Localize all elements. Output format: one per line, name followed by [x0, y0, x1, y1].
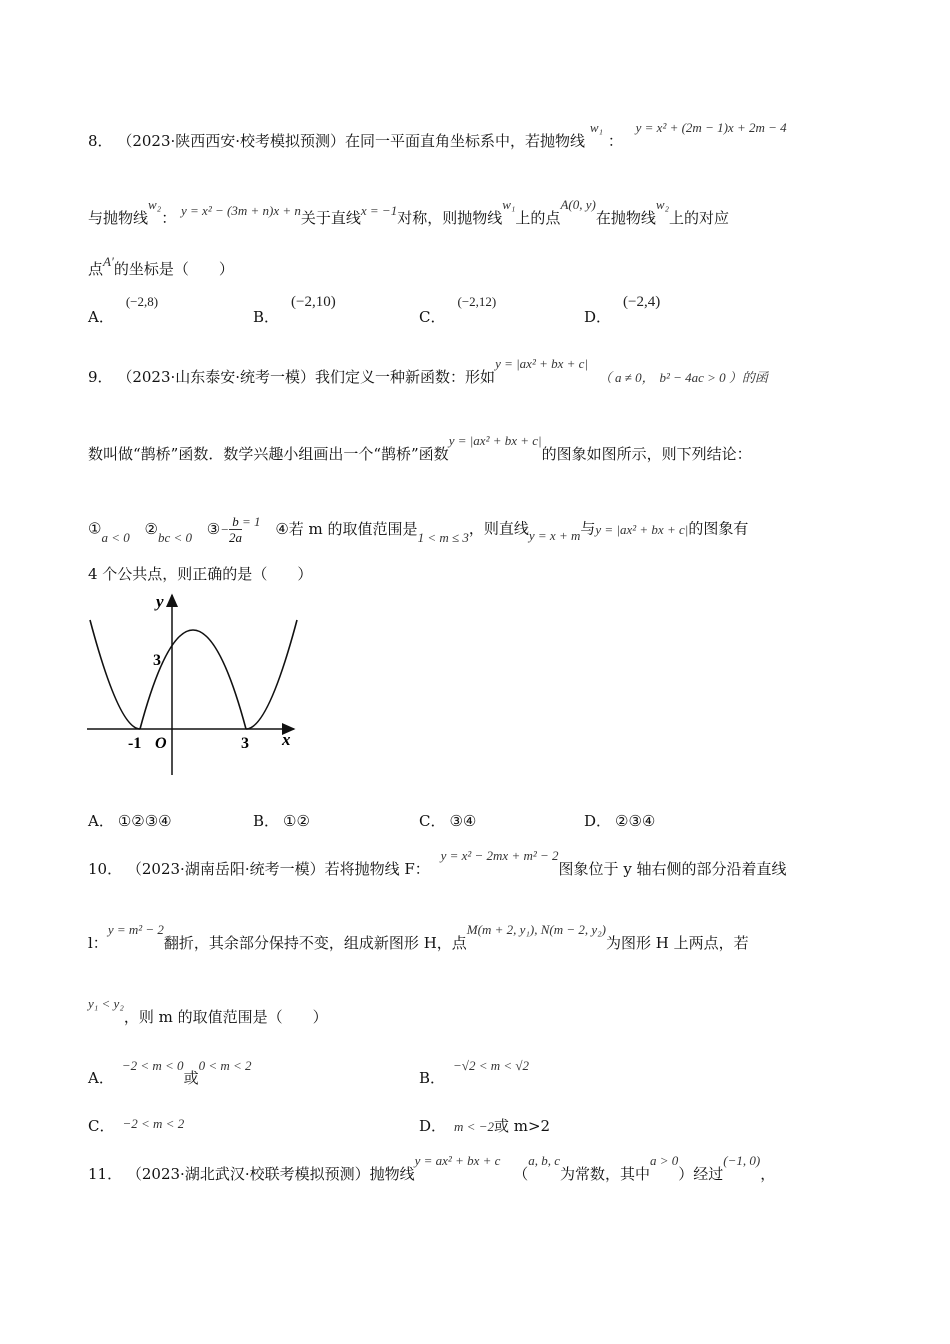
q11-text-3: ）经过 [678, 1165, 724, 1183]
tick-3: 3 [241, 735, 249, 752]
q10-number: 10． [88, 860, 123, 878]
q11-line-1 [88, 1153, 776, 1184]
q9-option-a[interactable]: A． ①②③④ [88, 812, 172, 830]
q10-source: （2023·湖南岳阳·统考一模） [126, 860, 325, 878]
q10-line-1 [88, 848, 787, 879]
q10-l: l： [88, 934, 108, 952]
q8-text-2: 与抛物线 [88, 209, 149, 227]
q11-abc: a, b, c [528, 1153, 560, 1168]
q8-colon: ： [607, 132, 623, 150]
q9-option-b[interactable]: B． ①② [253, 812, 310, 830]
q10-text-5: ，则 m 的取值范围是（ ） [123, 1008, 328, 1026]
q9-c3-fraction: $\frac{b}{2a}$ [229, 514, 243, 545]
q10-line-eq: y = m² − 2 [107, 922, 164, 937]
q10-text-1: 若将抛物线 F： [324, 860, 430, 878]
q8-eq1: y = x² + (2m − 1)x + 2m − 4 [635, 120, 787, 135]
q8-line-1 [88, 120, 787, 151]
q8-eq2: y = x² − (3m + n)x + n [181, 203, 301, 218]
q9-text-6: 的图象有 [688, 519, 749, 538]
q10-option-b[interactable]: B．−√2 < m < √2 [419, 1058, 530, 1087]
q8-text-5: 上的点 [515, 209, 561, 227]
y-axis-label: y [156, 592, 164, 611]
q8-text-9: 的坐标是（ ） [113, 260, 234, 278]
q8-text-8: 点 [88, 260, 104, 278]
q11-eq: y = ax² + bx + c [414, 1153, 501, 1168]
q10-eq: y = x² − 2mx + m² − 2 [440, 848, 559, 863]
q8-text-4: 对称，则抛物线 [397, 209, 503, 227]
q10-text-3: 翻折，其余部分保持不变，组成新图形 H，点 [163, 934, 467, 952]
q8-point-a-prime: A′ [103, 254, 114, 269]
q11-paren: （ [513, 1165, 529, 1183]
q9-line-4: 4 个公共点，则正确的是（ ） [88, 565, 313, 583]
q8-text-6: 在抛物线 [595, 209, 656, 227]
q9-eq-b: y = |ax² + bx + c| [448, 433, 542, 448]
q9-line-2 [88, 433, 752, 464]
q8-option-c[interactable]: C．(−2,12) [419, 294, 497, 326]
q9-text-4: ，则直线 [468, 519, 529, 538]
q9-c2: ② [144, 519, 158, 538]
q8-line-3 [88, 254, 234, 279]
q9-c3-rest: = 1 [242, 513, 261, 529]
origin-label: O [155, 735, 167, 752]
q8-w1: w₁ [589, 120, 604, 135]
q9-line-3: ①a < 0 ②bc < 0 ③− $\frac{b}{2a}$ = 1 ④若 m 的取值范围是1 < m ≤ 3，则直线y = x + m与y = |ax² + bx + c|的图象有 [88, 513, 749, 545]
q8-option-a[interactable]: A．(−2,8) [88, 294, 159, 326]
q9-c4-math: 1 < m ≤ 3 [417, 529, 469, 545]
q9-line-eq: y = x + m [528, 527, 581, 543]
q11-comma: ， [760, 1165, 776, 1183]
q10-option-c[interactable]: C． −2 < m < 2 [88, 1116, 185, 1135]
q8-text-7: 上的对应 [669, 209, 730, 227]
q8-axis: x = −1 [360, 203, 398, 218]
q9-cond-2: b² − 4ac > 0 ）的函 [659, 370, 768, 385]
q11-text-1: 抛物线 [369, 1165, 415, 1183]
q9-text-5: 与 [580, 519, 596, 538]
q11-source: （2023·湖北武汉·校联考模拟预测） [126, 1165, 370, 1183]
q9-option-d[interactable]: D． ②③④ [584, 812, 656, 830]
q11-number: 11． [88, 1165, 123, 1183]
q9-text-1: 我们定义一种新函数：形如 [315, 368, 496, 386]
q8-number: 8． [88, 132, 113, 150]
q10-points: M(m + 2, y₁), N(m − 2, y₂) [466, 922, 606, 937]
q9-option-c[interactable]: C． ③④ [419, 812, 477, 830]
q9-c2-math: bc < 0 [157, 529, 193, 545]
q9-c1-math: a < 0 [101, 529, 130, 545]
q10-text-4: 为图形 H 上两点，若 [606, 934, 749, 952]
q8-colon-2: ： [161, 209, 177, 227]
q11-text-2: 为常数，其中 [559, 1165, 650, 1183]
q11-cond: a > 0 [650, 1153, 679, 1168]
q9-c1: ① [88, 519, 102, 538]
q8-w1-b: w₁ [502, 197, 516, 212]
q9-text-3: 的图象如图所示，则下列结论： [541, 445, 752, 463]
curve-left [90, 620, 140, 729]
q10-option-a[interactable]: A．−2 < m < 0或0 < m < 2 [88, 1058, 252, 1087]
q9-cond-1: （ a ≠ 0， [598, 370, 655, 385]
q8-source: （2023·陕西西安·校考模拟预测） [117, 132, 346, 150]
tick-neg1: -1 [128, 735, 142, 752]
curve-middle [140, 630, 246, 729]
q10-text-2: 图象位于 y 轴右侧的部分沿着直线 [558, 860, 787, 878]
q8-w2: w₂ [148, 197, 162, 212]
q9-c4: ④若 m 的取值范围是 [275, 519, 418, 538]
q8-text-3: 关于直线 [300, 209, 361, 227]
q9-source: （2023·山东泰安·统考一模） [117, 368, 316, 386]
q9-number: 9． [88, 368, 113, 386]
q8-text: 在同一平面直角坐标系中，若抛物线 [345, 132, 586, 150]
q8-option-b[interactable]: B．(−2,10) [253, 294, 336, 326]
q9-eq: y = |ax² + bx + c| [495, 356, 589, 371]
q10-cond: y₁ < y₂ [88, 996, 124, 1011]
curve-right [246, 620, 297, 729]
x-axis-label: x [282, 730, 291, 749]
q10-line-3 [88, 996, 328, 1027]
q11-point: (−1, 0) [723, 1153, 761, 1168]
tick-y3: 3 [153, 652, 161, 669]
q8-option-d[interactable]: D．(−2,4) [584, 294, 661, 326]
q9-text-2: 数叫做“鹊桥”函数．数学兴趣小组画出一个“鹊桥”函数 [88, 445, 449, 463]
q10-line-2 [88, 922, 749, 953]
q10-option-d[interactable]: D． m < −2或 m>2 [419, 1117, 551, 1135]
q9-c3: ③ [206, 519, 221, 538]
q9-graph [82, 590, 312, 785]
q8-w2-b: w₂ [655, 197, 670, 212]
q8-line-2 [88, 197, 730, 228]
q9-eq-c: y = |ax² + bx + c| [595, 521, 689, 537]
q8-point-a: A(0, y) [560, 197, 596, 212]
q9-line-1 [88, 356, 768, 387]
